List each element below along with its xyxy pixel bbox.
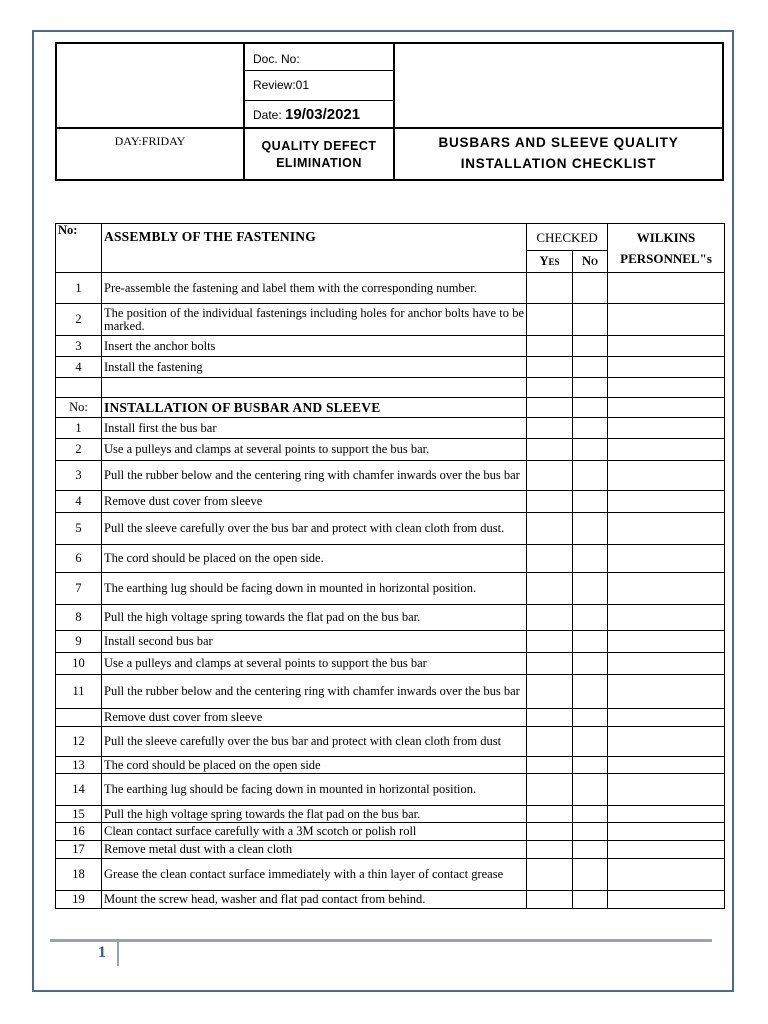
department-line-2: ELIMINATION [276,156,362,170]
title-line-2: INSTALLATION CHECKLIST [460,156,657,171]
step-description: Remove dust cover from sleeve [102,491,527,513]
no-checkbox-cell[interactable] [573,859,608,891]
review-label: Review:01 [253,78,310,92]
step-description: Pull the rubber below and the centering ring with chamfer inwards over the bus bar [102,675,527,709]
section2-row [56,823,725,841]
yes-checkbox-cell[interactable] [527,806,573,823]
section-title-assembly: ASSEMBLY OF THE FASTENING [102,224,527,273]
no-checkbox-cell[interactable] [573,513,608,545]
no-checkbox-cell[interactable] [573,653,608,675]
step-number: 15 [56,806,102,823]
section2-row [56,491,725,513]
personnel-signature-cell[interactable] [608,823,725,841]
yes-checkbox-cell[interactable] [527,545,573,573]
no-checkbox-cell[interactable] [573,273,608,304]
section2-row [56,727,725,757]
section1-row [56,273,725,304]
yes-checkbox-cell[interactable] [527,605,573,631]
personnel-signature-cell[interactable] [608,418,725,439]
step-description: Mount the screw head, washer and flat pad contact from behind. [102,891,527,909]
yes-checkbox-cell[interactable] [527,491,573,513]
yes-checkbox-cell[interactable] [527,631,573,653]
section2-row [56,513,725,545]
no-checkbox-cell[interactable] [573,709,608,727]
yes-checkbox-cell[interactable] [527,653,573,675]
step-description: Pull the high voltage spring towards the flat pad on the bus bar. [102,605,527,631]
no-checkbox-cell[interactable] [573,545,608,573]
personnel-signature-cell[interactable] [608,461,725,491]
section1-rows [56,273,725,378]
section2-rows [56,418,725,909]
personnel-signature-cell[interactable] [608,709,725,727]
yes-checkbox-cell[interactable] [527,418,573,439]
yes-checkbox-cell[interactable] [527,573,573,605]
step-description: Pull the rubber below and the centering ring with chamfer inwards over the bus bar [102,461,527,491]
yes-checkbox-cell[interactable] [527,891,573,909]
section1-row [56,336,725,357]
step-description: Grease the clean contact surface immediately with a thin layer of contact grease [102,859,527,891]
section2-row [56,891,725,909]
step-number: 4 [56,357,102,378]
no-checkbox-cell[interactable] [573,461,608,491]
step-description: Remove metal dust with a clean cloth [102,841,527,859]
step-description: Clean contact surface carefully with a 3M scotch or polish roll [102,823,527,841]
personnel-signature-cell[interactable] [608,653,725,675]
personnel-signature-cell[interactable] [608,304,725,336]
personnel-line-2: PERSONNEL"s [620,251,712,266]
section2-row [56,573,725,605]
step-description: The position of the individual fastenings including holes for anchor bolts have to be marked. [102,304,527,336]
step-description: Pull the sleeve carefully over the bus bar and protect with clean cloth from dust [102,727,527,757]
step-number: 11 [56,675,102,709]
personnel-signature-cell[interactable] [608,806,725,823]
step-number: 7 [56,573,102,605]
no-checkbox-cell[interactable] [573,605,608,631]
personnel-signature-cell[interactable] [608,439,725,461]
section2-row [56,774,725,806]
step-number: 9 [56,631,102,653]
section2-row [56,439,725,461]
step-number: 18 [56,859,102,891]
personnel-signature-cell[interactable] [608,774,725,806]
section2-row [56,859,725,891]
step-description: Pull the high voltage spring towards the flat pad on the bus bar. [102,806,527,823]
personnel-signature-cell[interactable] [608,859,725,891]
step-description: Install first the bus bar [102,418,527,439]
step-number: 1 [56,418,102,439]
section2-no: No: [56,398,102,418]
date-value: 19/03/2021 [285,106,361,123]
yes-checkbox-cell[interactable] [527,439,573,461]
step-number: 12 [56,727,102,757]
yes-checkbox-cell[interactable] [527,841,573,859]
section2-row [56,709,725,727]
section2-row [56,461,725,491]
checklist-table [55,223,725,909]
personnel-signature-cell[interactable] [608,605,725,631]
personnel-signature-cell[interactable] [608,513,725,545]
step-description: Use a pulleys and clamps at several points to support the bus bar [102,653,527,675]
no-checkbox-cell[interactable] [573,774,608,806]
yes-checkbox-cell[interactable] [527,357,573,378]
document-title [395,132,722,174]
no-checkbox-cell[interactable] [573,357,608,378]
step-number: 6 [56,545,102,573]
personnel-signature-cell[interactable] [608,545,725,573]
personnel-signature-cell[interactable] [608,573,725,605]
step-number: 19 [56,891,102,909]
col-no-header: No: [56,224,102,273]
yes-checkbox-cell[interactable] [527,709,573,727]
section2-row [56,757,725,774]
department-line-1: QUALITY DEFECT [261,139,377,153]
section1-row [56,304,725,336]
step-number: 8 [56,605,102,631]
date-label: Date: [253,108,282,122]
step-number [56,709,102,727]
section2-row [56,806,725,823]
day-label: DAY:FRIDAY [114,134,186,148]
step-description: Pull the sleeve carefully over the bus bar and protect with clean cloth from dust. [102,513,527,545]
section2-row [56,631,725,653]
yes-checkbox-cell[interactable] [527,774,573,806]
section2-row [56,675,725,709]
no-checkbox-cell[interactable] [573,757,608,774]
no-checkbox-cell[interactable] [573,727,608,757]
personnel-signature-cell[interactable] [608,631,725,653]
personnel-header [608,224,725,273]
personnel-signature-cell[interactable] [608,675,725,709]
yes-checkbox-cell[interactable] [527,859,573,891]
personnel-signature-cell[interactable] [608,727,725,757]
step-number: 3 [56,461,102,491]
step-number: 5 [56,513,102,545]
page-number-divider [117,942,119,966]
no-checkbox-cell[interactable] [573,491,608,513]
step-number: 16 [56,823,102,841]
step-number: 2 [56,439,102,461]
step-description: Remove dust cover from sleeve [102,709,527,727]
no-checkbox-cell[interactable] [573,675,608,709]
no-checkbox-cell[interactable] [573,823,608,841]
section2-header-row [56,398,725,418]
step-description: The earthing lug should be facing down in mounted in horizontal position. [102,774,527,806]
checked-header: CHECKED [527,224,608,251]
personnel-signature-cell[interactable] [608,336,725,357]
section2-row [56,418,725,439]
page-number: 1 [98,944,106,961]
personnel-signature-cell[interactable] [608,273,725,304]
no-checkbox-cell[interactable] [573,304,608,336]
title-line-1: BUSBARS AND SLEEVE QUALITY [438,135,679,150]
no-checkbox-cell[interactable] [573,439,608,461]
yes-checkbox-cell[interactable] [527,461,573,491]
section2-row [56,605,725,631]
step-description: Pre-assemble the fastening and label them with the corresponding number. [102,273,527,304]
yes-checkbox-cell[interactable] [527,727,573,757]
step-description: Install second bus bar [102,631,527,653]
yes-checkbox-cell[interactable] [527,823,573,841]
department [245,138,393,172]
step-number: 10 [56,653,102,675]
yes-checkbox-cell[interactable] [527,757,573,774]
no-checkbox-cell[interactable] [573,631,608,653]
personnel-signature-cell[interactable] [608,491,725,513]
yes-checkbox-cell[interactable] [527,273,573,304]
no-header: No [573,251,608,273]
step-number: 13 [56,757,102,774]
yes-header: Yes [527,251,573,273]
document-header [55,42,724,181]
no-checkbox-cell[interactable] [573,806,608,823]
spacer-row [56,378,725,398]
personnel-line-1: WILKINS [636,230,696,245]
yes-checkbox-cell[interactable] [527,513,573,545]
step-number: 1 [56,273,102,304]
doc-no-label: Doc. No: [253,52,300,66]
step-description: Install the fastening [102,357,527,378]
section2-row [56,545,725,573]
personnel-signature-cell[interactable] [608,891,725,909]
personnel-signature-cell[interactable] [608,757,725,774]
step-number: 14 [56,774,102,806]
date-field [245,106,393,123]
no-checkbox-cell[interactable] [573,336,608,357]
footer-rule [50,939,712,942]
yes-checkbox-cell[interactable] [527,304,573,336]
no-checkbox-cell[interactable] [573,418,608,439]
yes-checkbox-cell[interactable] [527,675,573,709]
step-description: The earthing lug should be facing down in mounted in horizontal position. [102,573,527,605]
step-description: Use a pulleys and clamps at several points to support the bus bar. [102,439,527,461]
personnel-signature-cell[interactable] [608,841,725,859]
step-number: 2 [56,304,102,336]
no-checkbox-cell[interactable] [573,573,608,605]
yes-checkbox-cell[interactable] [527,336,573,357]
step-description: The cord should be placed on the open side. [102,545,527,573]
step-number: 4 [56,491,102,513]
step-number: 3 [56,336,102,357]
step-description: The cord should be placed on the open side [102,757,527,774]
section1-row [56,357,725,378]
section2-row [56,653,725,675]
section-title-installation: INSTALLATION OF BUSBAR AND SLEEVE [102,398,527,418]
no-checkbox-cell[interactable] [573,891,608,909]
no-checkbox-cell[interactable] [573,841,608,859]
step-number: 17 [56,841,102,859]
personnel-signature-cell[interactable] [608,357,725,378]
step-description: Insert the anchor bolts [102,336,527,357]
section2-row [56,841,725,859]
